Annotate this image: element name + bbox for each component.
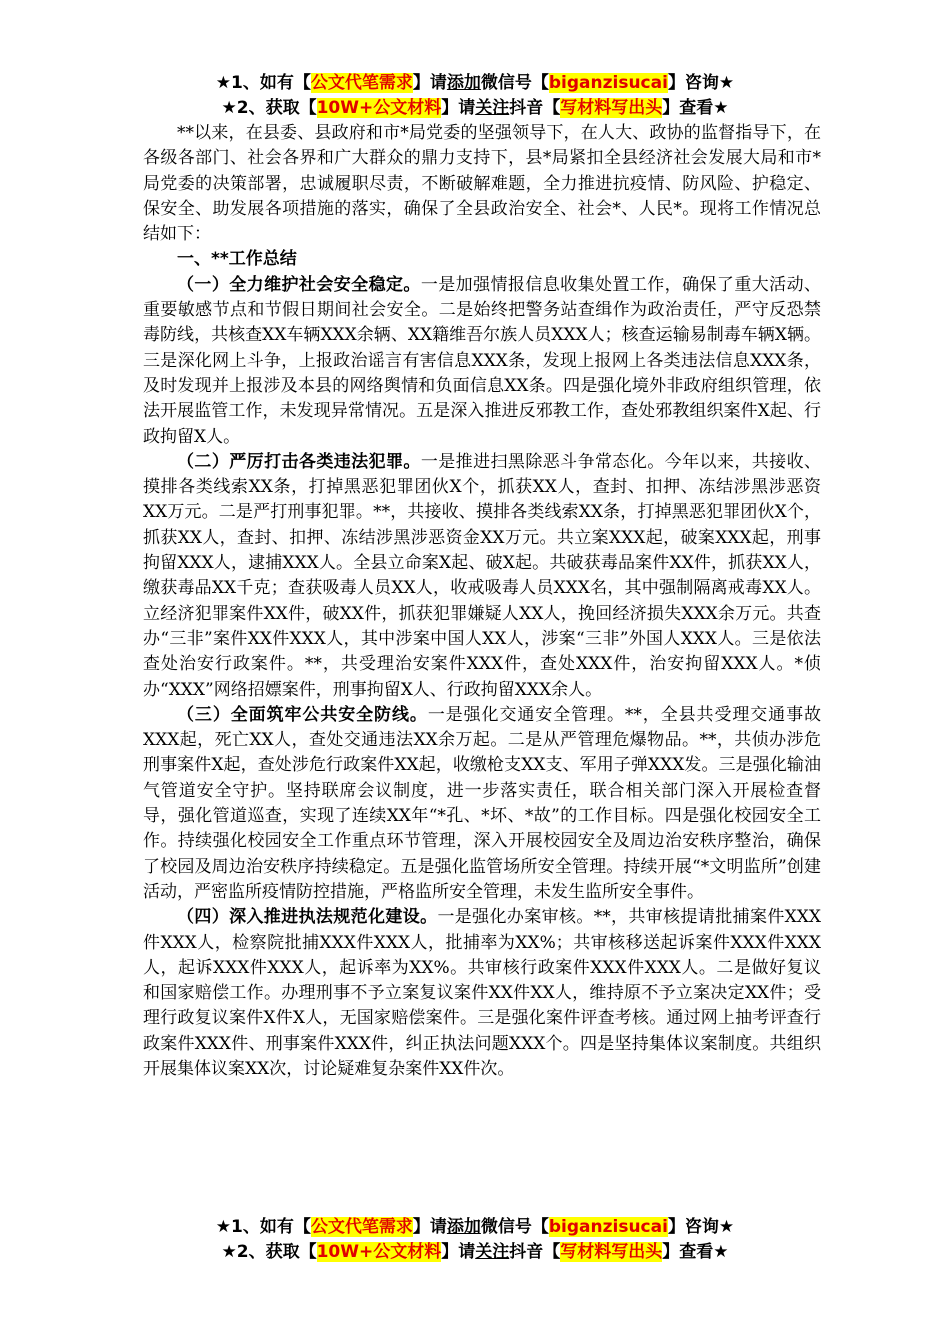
section-paragraph-2: （二）严厉打击各类违法犯罪。一是推进扫黑除恶斗争常态化。今年以来，共接收、摸排各类线索XX条，打掉黑恶犯罪团伙X个，抓获XX人，查封、扣押、冻结涉黑涉恶资XX万元。二是严打刑事犯罪。**，共接收、摸排各类线索XX条，打掉黑恶犯罪团伙X个，抓获XX人，查封、扣押、冻结涉黑涉恶资金XX万元。共立案XXX起，破案XXX起，刑事拘留XXX人，逮捕XXX人。全县立命案X起、破X起。共破获毒品案件XX件，抓获XX人，缴获毒品XX千克；查获吸毒人员XX人，收戒吸毒人员XXX名，其中强制隔离戒毒XX人。立经济犯罪案件XX件，破XX件，抓获犯罪嫌疑人XX人，挽回经济损失XXX余万元。共查办“三非”案件XX件XXX人，其中涉案中国人XX人，涉案“三非”外国人XXX人。三是依法查处治安行政案件。**，共受理治安案件XXX件，查处XXX件，治安拘留XXX人。*侦办“XXX”网络招嫖案件，刑事拘留X人、行政拘留XXX余人。 — [143, 451, 822, 700]
section-paragraph-4: （四）深入推进执法规范化建设。一是强化办案审核。**，共审核提请批捕案件XXX件XXX人，检察院批捕XXX件XXX人，批捕率为XX%；共审核移送起诉案件XXX件XXX人，起诉XXX件XXX人，起诉率为XX%。共审核行政案件XXX件XXX人。二是做好复议和国家赔偿工作。办理刑事不予立案复议案件XX件XX人，维持原不予立案决定XX件；受理行政复议案件X件X人，无国家赔偿案件。三是强化案件评查考核。通过网上抽考评查行政案件XXX件、刑事案件XXX件，纠正执法问题XXX个。四是坚持集体议案制度。共组织开展集体议案XX次，讨论疑难复杂案件XX件次。 — [143, 907, 821, 1079]
top-banner-line-2: ★2、获取【10W+公文材料】请关注抖音【写材料写出头】查看★ — [221, 98, 729, 118]
section-heading: 一、**工作总结 — [177, 249, 297, 270]
highlight-writing-service: 公文代笔需求 — [310, 1217, 413, 1237]
section-title: （一）全力维护社会安全稳定。 — [177, 274, 421, 295]
highlight-materials: 10W+公文材料 — [316, 1242, 442, 1262]
section-title: （四）深入推进执法规范化建设。 — [177, 907, 438, 928]
section-title: （三）全面筑牢公共安全防线。 — [177, 704, 428, 725]
bottom-banner-line-1: ★1、如有【公文代笔需求】请添加微信号【biganzisucai】咨询★ — [215, 1217, 735, 1237]
top-banner-line-1: ★1、如有【公文代笔需求】请添加微信号【biganzisucai】咨询★ — [215, 73, 735, 93]
highlight-wechat-id: biganzisucai — [548, 1217, 668, 1237]
intro-paragraph: **以来，在县委、县政府和市*局党委的坚强领导下，在人大、政协的监督指导下，在各级各部门、社会各界和广大群众的鼎力支持下，县*局紧扣全县经济社会发展大局和市*局党委的决策部署，忠诚履职尽责，不断破解难题，全力推进抗疫情、防风险、护稳定、保安全、助发展各项措施的落实，确保了全县政治安全、社会*、人民*。现将工作情况总结如下： — [143, 123, 821, 245]
highlight-materials: 10W+公文材料 — [316, 98, 442, 118]
document-body — [143, 121, 821, 1082]
section-title: （二）严厉打击各类违法犯罪。 — [177, 451, 421, 472]
section-paragraph-3: （三）全面筑牢公共安全防线。一是强化交通安全管理。**，全县共受理交通事故XXX起，死亡XX人，查处交通违法XX余万起。二是从严管理危爆物品。**，共侦办涉危刑事案件X起，查处涉危行政案件XX起，收缴枪支XX支、军用子弹XXX发。三是强化输油气管道安全守护。坚持联席会议制度，进一步落实责任，联合相关部门深入开展检查督导，强化管道巡查，实现了连续XX年“*孔、*坏、*故”的工作目标。四是强化校园安全工作。持续强化校园安全工作重点环节管理，深入开展校园安全及周边治安秩序整治，确保了校园及周边治安秩序持续稳定。五是强化监管场所安全管理。持续开展“*文明监所”创建活动，严密监所疫情防控措施，严格监所安全管理，未发生监所安全事件。 — [143, 704, 822, 902]
highlight-douyin-account: 写材料写出头 — [560, 1242, 663, 1262]
highlight-douyin-account: 写材料写出头 — [560, 98, 663, 118]
highlight-writing-service: 公文代笔需求 — [310, 73, 413, 93]
section-paragraph-1: （一）全力维护社会安全稳定。一是加强情报信息收集处置工作，确保了重大活动、重要敏感节点和节假日期间社会安全。二是始终把警务站查缉作为政治责任，严守反恐禁毒防线，共核查XX车辆XXX余辆、XX籍维吾尔族人员XXX人；核查运输易制毒车辆X辆。三是深化网上斗争，上报政治谣言有害信息XXX条，发现上报网上各类违法信息XXX条，及时发现并上报涉及本县的网络舆情和负面信息XX条。四是强化境外非政府组织管理，依法开展监管工作，未发现异常情况。五是深入推进反邪教工作，查处邪教组织案件X起、行政拘留X人。 — [143, 274, 822, 447]
bottom-banner-line-2: ★2、获取【10W+公文材料】请关注抖音【写材料写出头】查看★ — [221, 1242, 729, 1262]
highlight-wechat-id: biganzisucai — [548, 73, 668, 93]
